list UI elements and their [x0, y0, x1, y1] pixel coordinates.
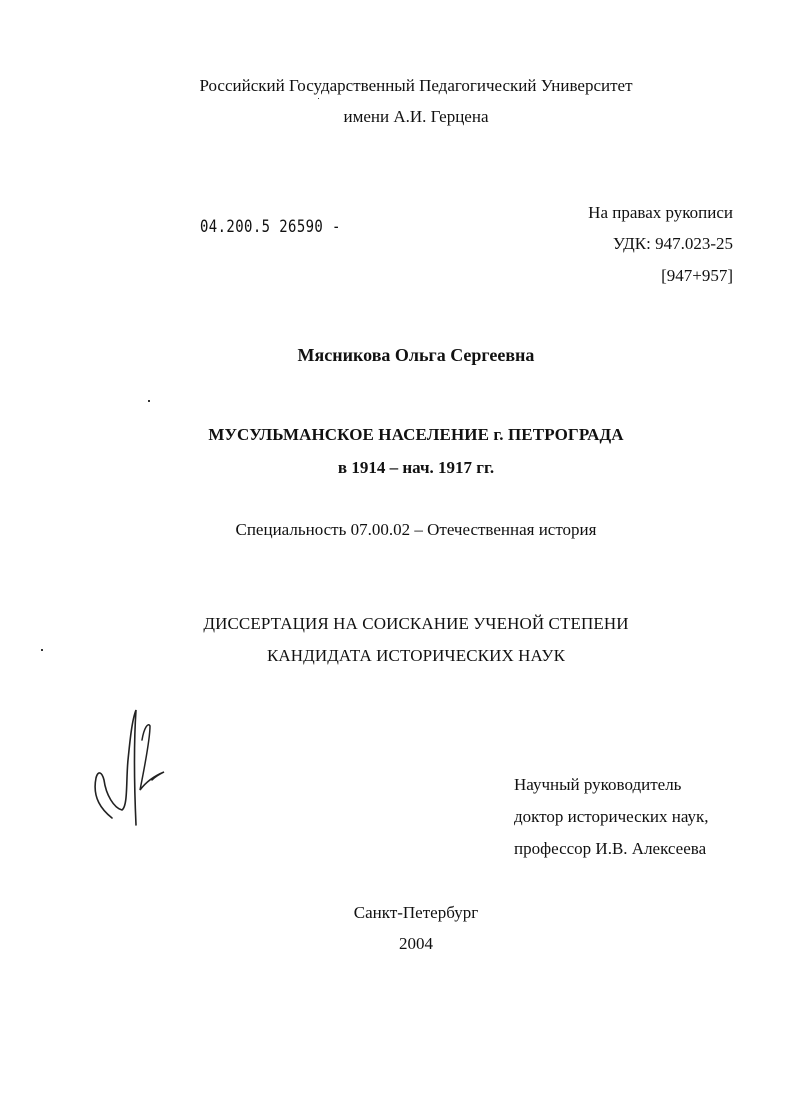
scan-speck: [148, 400, 150, 402]
year: 2004: [399, 934, 433, 953]
signature-icon: [84, 700, 184, 830]
scan-speck: [41, 649, 43, 651]
title-line-2: в 1914 – нач. 1917 гг.: [337, 458, 495, 477]
udk-code: УДК: 947.023-25: [612, 234, 733, 253]
dissertation-line-2: КАНДИДАТА ИСТОРИЧЕСКИХ НАУК: [266, 646, 566, 665]
supervisor-line-1: Научный руководитель: [514, 775, 682, 794]
supervisor-line-3: профессор И.В. Алексеева: [514, 839, 707, 858]
institution-line-2: имени А.И. Герцена: [343, 107, 489, 126]
classification-code: [947+957]: [661, 266, 733, 285]
scan-speck: [318, 98, 319, 99]
specialty: Специальность 07.00.02 – Отечественная история: [235, 520, 597, 539]
dissertation-line-1: ДИССЕРТАЦИЯ НА СОИСКАНИЕ УЧЕНОЙ СТЕПЕНИ: [203, 614, 629, 633]
institution-line-1: Российский Государственный Педагогический Университет: [199, 76, 633, 95]
author-name: Мясникова Ольга Сергеевна: [297, 345, 535, 365]
title-line-1: МУСУЛЬМАНСКОЕ НАСЕЛЕНИЕ г. ПЕТРОГРАДА: [208, 425, 624, 444]
manuscript-rights: На правах рукописи: [588, 203, 733, 222]
supervisor-line-2: доктор исторических наук,: [514, 807, 709, 826]
archive-stamp-number: 04.200.5 26590 -: [200, 217, 341, 237]
city: Санкт-Петербург: [353, 903, 479, 922]
